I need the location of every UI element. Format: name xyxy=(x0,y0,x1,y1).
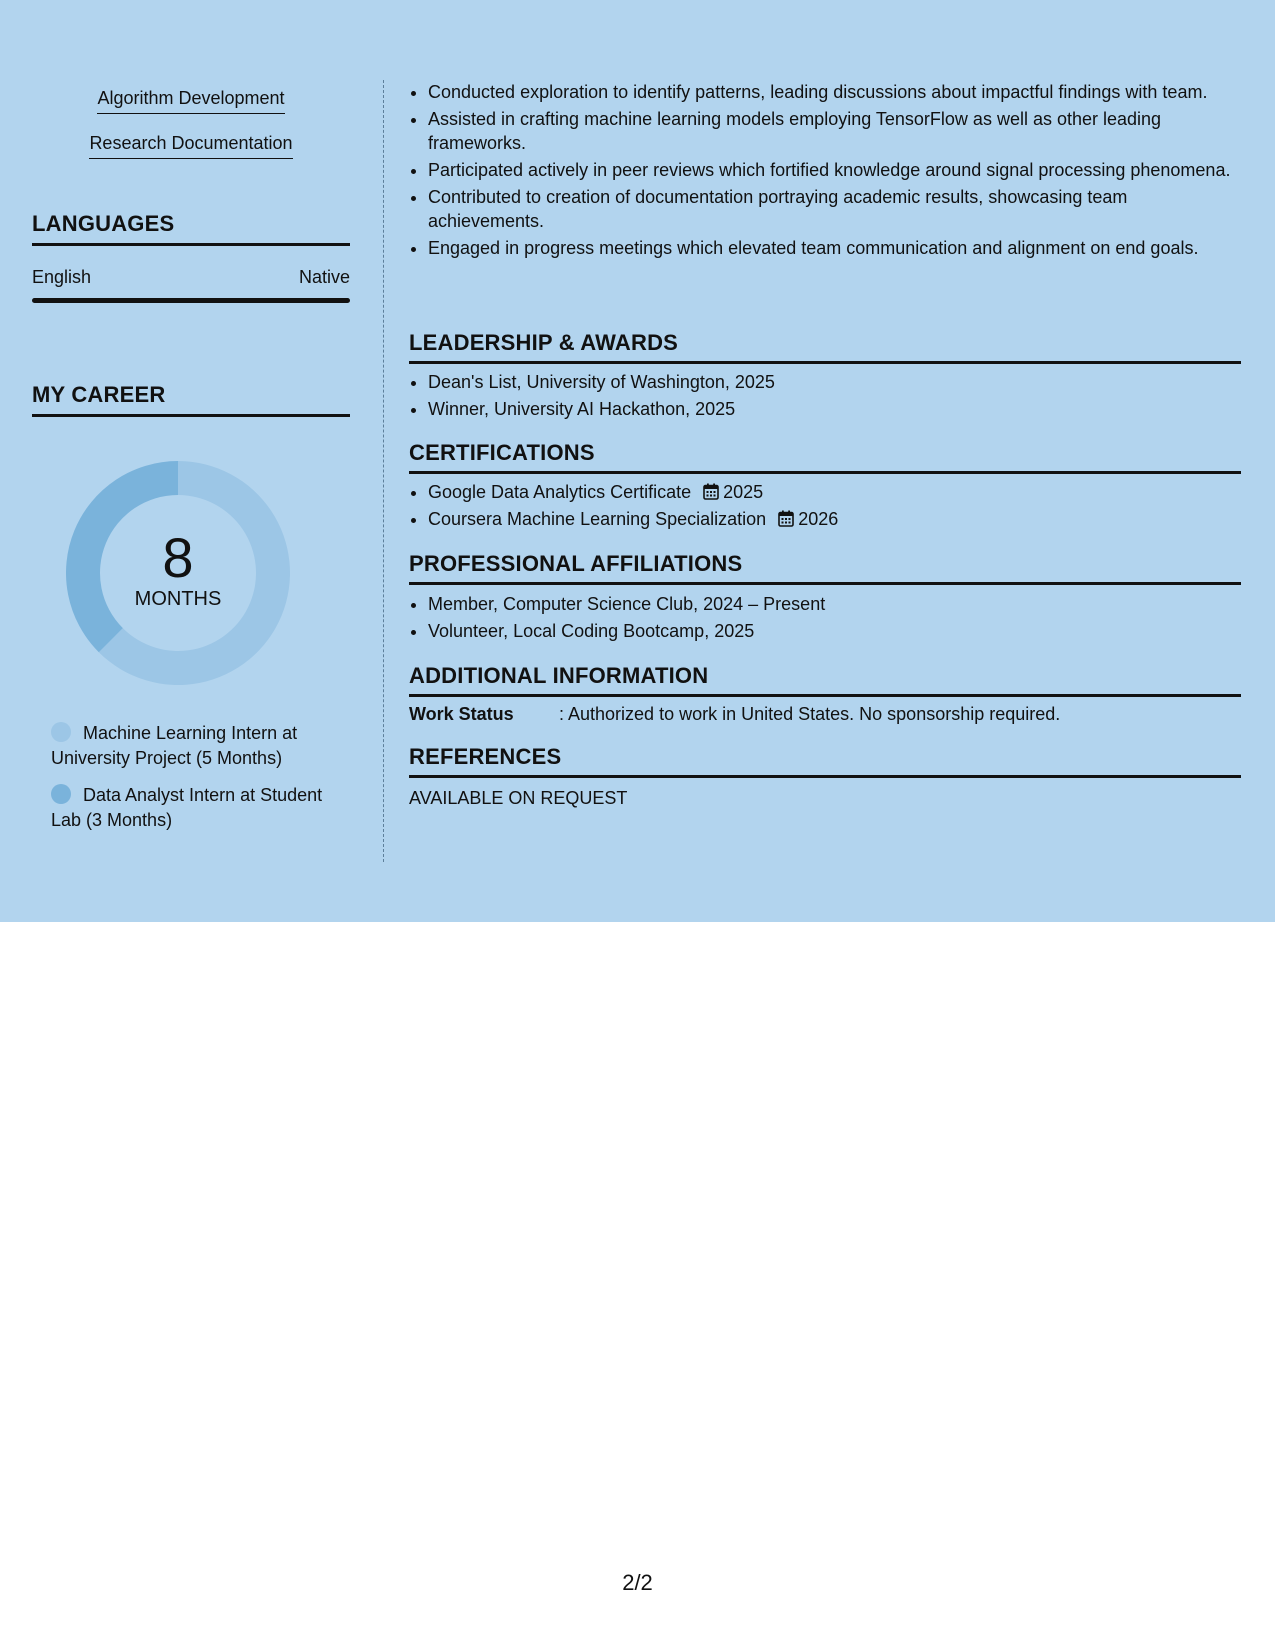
language-level-bar xyxy=(32,298,350,303)
skill-label: Algorithm Development xyxy=(97,88,284,114)
work-status-value: : Authorized to work in United States. No sponsorship required. xyxy=(559,704,1061,724)
list-item: • Volunteer, Local Coding Bootcamp, 2025 xyxy=(428,619,1241,643)
donut-center xyxy=(66,461,290,685)
skill-label: Research Documentation xyxy=(89,133,292,159)
cert-name: Coursera Machine Learning Specialization xyxy=(428,509,767,529)
skill-tag xyxy=(32,88,350,114)
language-level: Native xyxy=(298,267,350,287)
leadership-list xyxy=(409,370,1241,424)
legend-label: Data Analyst Intern at Student Lab (3 Months) xyxy=(51,785,323,830)
legend-item xyxy=(51,721,341,771)
cert-name: Google Data Analytics Certificate xyxy=(428,482,692,502)
column-divider xyxy=(383,80,384,862)
affiliations-list xyxy=(409,592,1241,646)
list-item: • Contributed to creation of documentation portraying academic results, showcasing team achievements. xyxy=(428,185,1241,233)
list-item: • Conducted exploration to identify patterns, leading discussions about impactful findings with team. xyxy=(428,80,1241,104)
languages-heading: LANGUAGES xyxy=(32,211,350,246)
list-item: • Engaged in progress meetings which elevated team communication and alignment on end goals. xyxy=(428,236,1241,260)
certifications-list xyxy=(409,480,1241,534)
list-item: • Winner, University AI Hackathon, 2025 xyxy=(428,397,1241,421)
legend-item xyxy=(51,783,341,833)
references-heading: REFERENCES xyxy=(409,744,1241,778)
list-item xyxy=(428,480,1241,504)
cert-year: 2025 xyxy=(723,482,764,502)
legend-dot xyxy=(51,784,71,804)
skill-tag xyxy=(32,133,350,159)
list-item: • Assisted in crafting machine learning models employing TensorFlow as well as other leading frameworks. xyxy=(428,107,1241,155)
legend-label: Machine Learning Intern at University Project (5 Months) xyxy=(51,723,298,768)
leadership-heading: LEADERSHIP & AWARDS xyxy=(409,330,1241,364)
list-item: • Member, Computer Science Club, 2024 – Present xyxy=(428,592,1241,616)
affiliations-heading: PROFESSIONAL AFFILIATIONS xyxy=(409,551,1241,585)
career-heading: MY CAREER xyxy=(32,382,350,417)
cert-year: 2026 xyxy=(798,509,839,529)
language-row xyxy=(32,267,350,288)
calendar-icon xyxy=(778,510,794,527)
list-item: • Dean's List, University of Washington, 2025 xyxy=(428,370,1241,394)
references-text: AVAILABLE ON REQUEST xyxy=(409,788,628,808)
experience-bullets xyxy=(409,80,1241,263)
additional-info-heading: ADDITIONAL INFORMATION xyxy=(409,663,1241,697)
language-name: English xyxy=(32,267,92,287)
certifications-heading: CERTIFICATIONS xyxy=(409,440,1241,474)
calendar-icon xyxy=(703,483,719,500)
legend-dot xyxy=(51,722,71,742)
work-status-row xyxy=(409,704,1060,725)
career-total: 8 xyxy=(162,525,194,589)
list-item: • Participated actively in peer reviews which fortified knowledge around signal processing phenomena. xyxy=(428,158,1241,182)
work-status-label: Work Status xyxy=(409,704,514,724)
page-number: 2/2 xyxy=(622,1570,653,1595)
career-donut-chart xyxy=(66,461,290,685)
list-item xyxy=(428,507,1241,531)
career-unit: MONTHS xyxy=(134,587,222,610)
